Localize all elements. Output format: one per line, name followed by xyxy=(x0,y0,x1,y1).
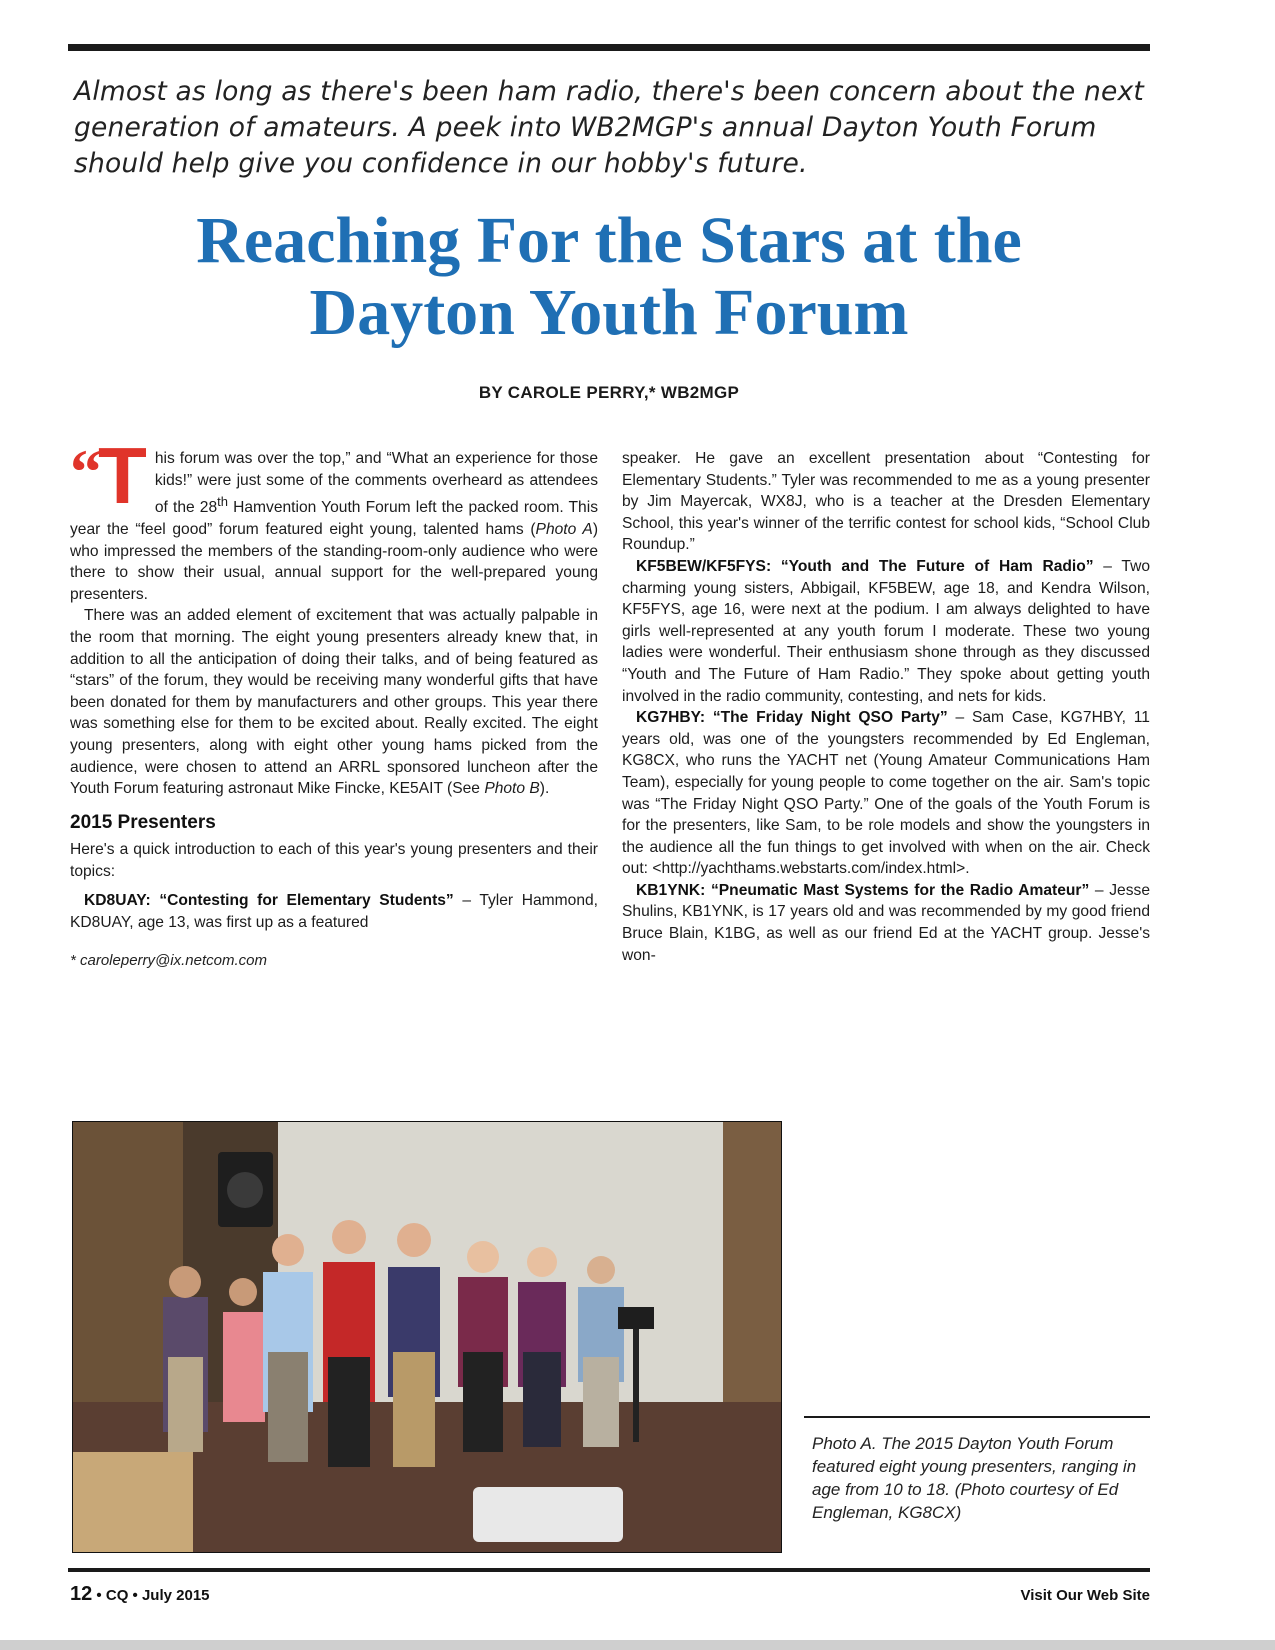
left-column xyxy=(70,431,599,971)
drop-cap xyxy=(70,431,147,520)
kg7hby-text: – Sam Case, KG7HBY, 11 years old, was one of the youngsters recommended by Ed Engleman, KG8CX, who runs the YACHT net (Young Amateur Communications Ham Team), especially for young people to come together on the air. Sam's topic was “The Friday Night QSO Party.” One of the goals of the Youth Forum is for the presenters, like Sam, to be role models and show the youngsters in the audience all the fun things to get involved with when on the air. Check out: <http://yachthams.webstarts.com/index.html>. xyxy=(622,709,1150,878)
paragraph-kf5bew xyxy=(622,556,1150,707)
paragraph-tyler-cont: speaker. He gave an excellent presentation about “Contesting for Elementary Students.” Tyler was recommended to me as a young presenter by Jim Mayercak, WX8J, who is a teacher at the Dresden Elementary School, this year's winner of the terrific contest for school kids, “School Club Roundup.” xyxy=(622,450,1150,554)
kd8uay-lead: KD8UAY: “Contesting for Elementary Students” xyxy=(84,892,454,910)
kf5bew-lead: KF5BEW/KF5FYS: “Youth and The Future of Ham Radio” xyxy=(636,557,1094,575)
title-line-2: Dayton Youth Forum xyxy=(309,276,909,349)
author-footnote: * caroleperry@ix.netcom.com xyxy=(70,951,267,969)
top-rule xyxy=(68,44,1150,51)
paragraph-presenters-intro: Here's a quick introduction to each of this year's young presenters and their topics: xyxy=(70,841,598,880)
magazine-name: CQ xyxy=(105,1587,129,1604)
kd8uay-text: – Tyler Hammond, KD8UAY, age 13, was first up as a featured xyxy=(70,892,598,932)
page-bottom-bar xyxy=(0,1640,1275,1650)
excitement-text: There was an added element of excitement that was actually palpable in the room that morning. The eight young presenters already knew that, in addition to all the anticipation of doing their talks, and of being featured as “stars” of the forum, they would be receiving many wonderful gifts that have been donated for them by manufacturers and other groups. This year there was something else for them to be excited about. Really excited. The eight young presenters, along with eight other young hams picked from the audience, were chosen to attend an ARRL sponsored luncheon after the Youth Forum featuring astronaut Mike Fincke, KE5AIT (See xyxy=(70,607,598,798)
photo-a-caption: Photo A. The 2015 Dayton Youth Forum featured eight young presenters, ranging in age from 10 to 18. (Photo courtesy of Ed Engleman, KG8CX) xyxy=(812,1434,1137,1522)
intro-text: his forum was over the top,” and “What an experience for those kids!” were just some of the comments overheard as attendees of the 28 xyxy=(154,450,598,517)
kf5bew-text: – Two charming young sisters, Abbigail, KF5BEW, age 18, and Kendra Wilson, KF5FYS, age 16, were next at the podium. I am always delighted to have girls well-represented at any youth forum I moderate. These two young ladies were wonderful. Their enthusiasm shone through as they discussed “Youth and The Future of Ham Radio.” They spoke about getting youth involved in the radio community, contesting, and nets for kids. xyxy=(622,557,1151,705)
section-heading-presenters: 2015 Presenters xyxy=(70,811,216,833)
bottom-rule xyxy=(68,1568,1150,1572)
kb1ynk-lead: KB1YNK: “Pneumatic Mast Systems for the Radio Amateur” xyxy=(636,881,1090,899)
folio-separator-1: • xyxy=(96,1587,102,1604)
ordinal-suffix: th xyxy=(217,494,228,510)
intro-text-cont: Hamvention Youth Forum left the packed room. This year the “feel good” forum featured eight young, talented hams ( xyxy=(70,499,598,538)
photo-a-reference: Photo A xyxy=(535,520,593,538)
folio xyxy=(70,1583,210,1606)
kb1ynk-text: – Jesse Shulins, KB1YNK, is 17 years old and was recommended by my good friend Bruce Blain, K1BG, as well as our friend Ed at the YACHT group. Jesse's won- xyxy=(622,881,1150,964)
byline: BY CAROLE PERRY,* WB2MGP xyxy=(478,383,740,402)
paragraph-kd8uay xyxy=(70,890,598,933)
folio-separator-2: • xyxy=(132,1587,138,1604)
page-number: 12 xyxy=(70,1583,93,1605)
footer-website-note: Visit Our Web Site xyxy=(1020,1587,1150,1604)
drop-cap-quote: “ xyxy=(70,436,98,507)
drop-cap-letter: T xyxy=(98,431,147,520)
article-title xyxy=(68,205,1150,349)
photo-b-reference: Photo B xyxy=(484,780,540,798)
intro-text-end: ) who impressed the members of the standing-room-only audience who were there to show their usual, annual support for the well-prepared young presenters. xyxy=(70,520,599,603)
paragraph-intro xyxy=(70,431,599,605)
paragraph-kb1ynk xyxy=(622,880,1150,966)
photo-a-illustration xyxy=(73,1122,781,1552)
title-line-1: Reaching For the Stars at the xyxy=(196,204,1022,277)
paragraph-excitement xyxy=(70,605,598,799)
paragraph-kg7hby xyxy=(622,707,1150,880)
kg7hby-lead: KG7HBY: “The Friday Night QSO Party” xyxy=(636,709,948,727)
issue-date: July 2015 xyxy=(141,1587,210,1604)
excitement-text-end: ). xyxy=(539,780,550,798)
article-deck: Almost as long as there's been ham radio, there's been concern about the next generation of amateurs. A peek into WB2MGP's annual Dayton Youth Forum should help give you confidence in our hobby's future. xyxy=(74,76,1144,179)
caption-rule xyxy=(804,1416,1150,1418)
right-column xyxy=(622,448,1150,966)
photo-a xyxy=(72,1121,782,1553)
